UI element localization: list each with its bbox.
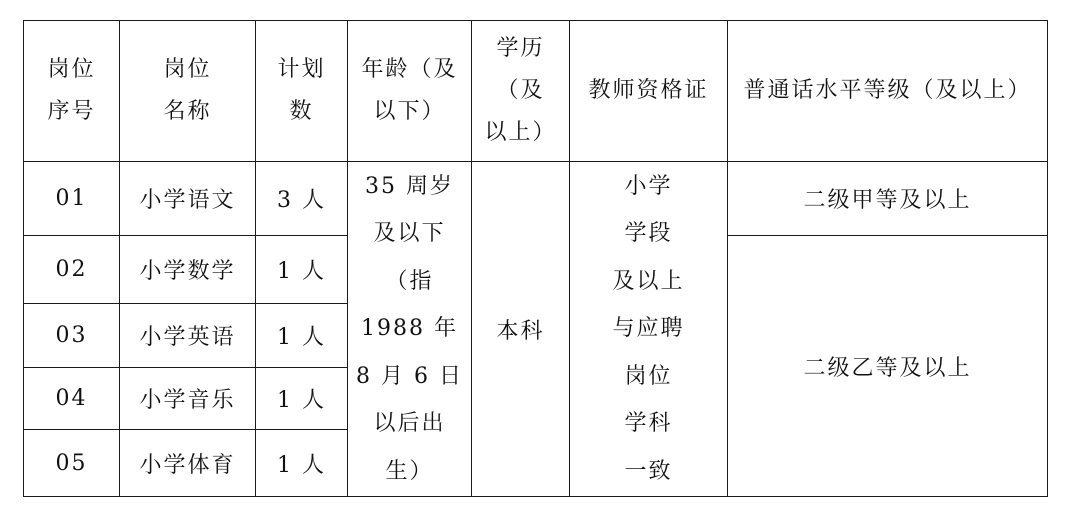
recruitment-table	[23, 20, 1048, 497]
certificate-line: 小学	[624, 173, 673, 199]
certificate-line: 一致	[624, 458, 673, 484]
age-line: 生）	[385, 458, 434, 484]
certificate-line: 与应聘	[612, 316, 685, 342]
table-row	[24, 162, 1048, 236]
age-line: 及以下	[373, 221, 446, 247]
header-text: 学历	[496, 36, 545, 61]
header-text: 岗位	[47, 57, 96, 82]
header-text: 名称	[163, 99, 212, 124]
planned-count: 1 人	[256, 236, 348, 304]
certificate-line: 学段	[624, 221, 673, 247]
header-text: 以下）	[373, 99, 446, 124]
position-number: 04	[24, 368, 120, 430]
age-line: 8 月 6 日	[356, 363, 463, 389]
header-text: 以上）	[484, 120, 557, 145]
header-position-number	[24, 21, 120, 162]
position-number: 03	[24, 304, 120, 368]
age-requirement	[348, 162, 472, 497]
header-mandarin-level	[728, 21, 1048, 162]
planned-count: 3 人	[256, 162, 348, 236]
planned-count: 1 人	[256, 368, 348, 430]
age-line: 以后出	[373, 411, 446, 437]
planned-count: 1 人	[256, 430, 348, 497]
position-name: 小学体育	[120, 430, 256, 497]
position-number: 05	[24, 430, 120, 497]
certificate-line: 岗位	[624, 363, 673, 389]
header-text: （及	[496, 78, 545, 103]
header-text: 普通话水平等级（及以上）	[743, 78, 1032, 103]
certificate-requirement	[570, 162, 728, 497]
certificate-line: 学科	[624, 411, 673, 437]
position-number: 01	[24, 162, 120, 236]
mandarin-level-rest: 二级乙等及以上	[728, 236, 1048, 497]
position-name: 小学英语	[120, 304, 256, 368]
age-line: （指	[385, 268, 434, 294]
table-header-row	[24, 21, 1048, 162]
header-text: 年龄（及	[361, 57, 458, 82]
header-position-name	[120, 21, 256, 162]
position-name: 小学数学	[120, 236, 256, 304]
certificate-line: 及以上	[612, 268, 685, 294]
header-planned-count	[256, 21, 348, 162]
header-text: 岗位	[163, 57, 212, 82]
age-line: 35 周岁	[365, 173, 454, 199]
header-text: 数	[289, 99, 314, 124]
position-number: 02	[24, 236, 120, 304]
position-name: 小学语文	[120, 162, 256, 236]
header-text: 教师资格证	[588, 78, 709, 103]
header-text: 计划	[277, 57, 326, 82]
header-education	[472, 21, 570, 162]
header-text: 序号	[47, 99, 96, 124]
header-age	[348, 21, 472, 162]
age-line: 1988 年	[361, 316, 458, 342]
education-requirement: 本科	[472, 162, 570, 497]
position-name: 小学音乐	[120, 368, 256, 430]
header-teacher-certificate	[570, 21, 728, 162]
mandarin-level-first: 二级甲等及以上	[728, 162, 1048, 236]
planned-count: 1 人	[256, 304, 348, 368]
